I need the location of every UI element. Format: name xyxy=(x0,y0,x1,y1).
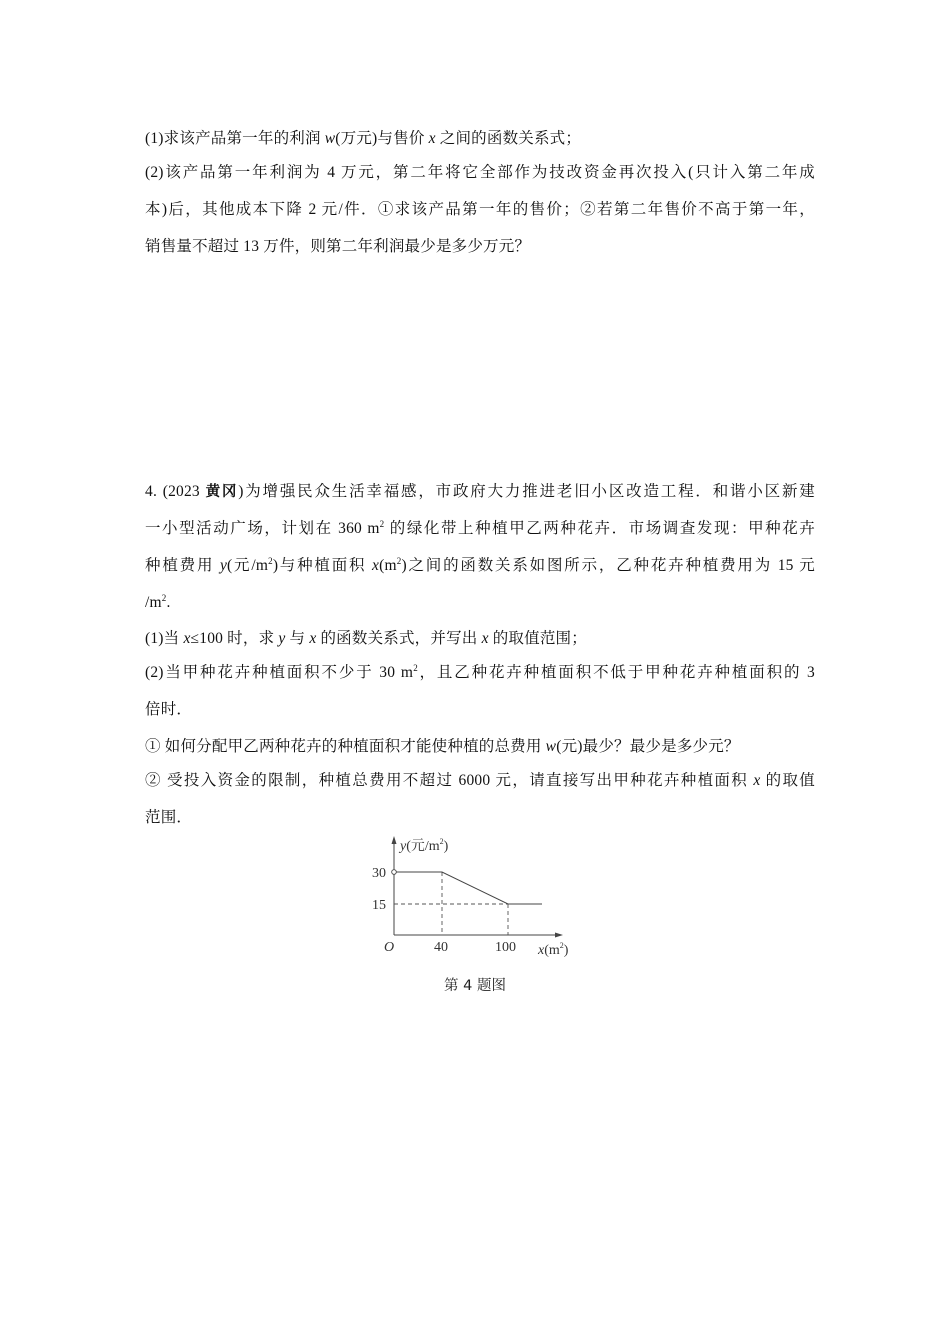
y-axis-label: y(元$/m^2$) xyxy=(400,837,449,854)
var-y: y xyxy=(278,630,286,647)
text: )之间的函数关系如图所示，乙种花卉种植费用为 15 元 xyxy=(401,557,815,574)
var-x: x xyxy=(309,630,317,647)
superscript: 2 xyxy=(396,556,402,566)
text: (m xyxy=(379,557,397,574)
x-tick-40: 40 xyxy=(434,940,448,955)
text: 与 xyxy=(285,630,310,647)
function-line xyxy=(397,872,543,904)
text: ① 如何分配甲乙两种花卉的种植面积才能使种植的总费用 xyxy=(145,738,546,755)
prev-problem-part2-line3: 销售量不超过 13 万件，则第二年利润最少是多少万元？ xyxy=(145,238,531,255)
text: (2)当甲种花卉种植面积不少于 30 m xyxy=(145,664,414,681)
prev-problem-part2-line2: 本)后，其他成本下降 2 元/件．①求该产品第一年的售价；②若第二年售价不高于第一年， xyxy=(145,201,815,218)
text: (元)最少？最少是多少元？ xyxy=(556,738,740,755)
problem4-intro-line1 xyxy=(145,482,815,502)
superscript: 2 xyxy=(268,556,273,566)
var-x: x xyxy=(428,130,436,147)
text: 一小型活动广场，计划在 360 m xyxy=(145,520,380,537)
var-x: x xyxy=(753,772,761,789)
problem4-intro-line3 xyxy=(145,556,815,576)
text: 的取值 xyxy=(760,772,815,789)
problem4-intro-line2 xyxy=(145,519,815,539)
superscript: 2 xyxy=(413,663,418,673)
text: ≤100 时，求 xyxy=(190,630,279,647)
problem-number: 4. (2023 xyxy=(145,483,206,500)
text: 之间的函数关系式； xyxy=(435,130,582,147)
text: /m xyxy=(145,594,162,611)
text: 的绿化带上种植甲乙两种花卉．市场调查发现：甲种花卉 xyxy=(384,520,815,537)
graph-svg xyxy=(360,830,590,970)
y-axis-arrow-icon xyxy=(392,836,397,844)
x-tick-100: 100 xyxy=(495,940,516,955)
text: 的取值范围； xyxy=(488,630,587,647)
problem4-question2-line2: 倍时． xyxy=(145,701,193,718)
text: )与种植面积 xyxy=(272,557,373,574)
var-w: w xyxy=(545,738,557,755)
var-y: y xyxy=(219,557,228,574)
prev-problem-part1 xyxy=(145,129,815,149)
text: 的函数关系式，并写出 xyxy=(316,630,482,647)
var-x: x xyxy=(481,630,489,647)
var-x: x xyxy=(372,557,380,574)
text: . xyxy=(166,594,171,611)
prev-problem-part2-line1: (2)该产品第一年利润为 4 万元，第二年将它全部作为技改资金再次投入(只计入第二年成 xyxy=(145,164,815,181)
text: (万元)与售价 xyxy=(335,130,429,147)
problem4-question1 xyxy=(145,629,815,649)
y-tick-30: 30 xyxy=(372,866,386,881)
superscript: 2 xyxy=(161,593,167,603)
superscript: 2 xyxy=(379,519,385,529)
open-circle-point xyxy=(392,870,397,875)
y-tick-15: 15 xyxy=(372,898,386,913)
problem4-intro-line4 xyxy=(145,593,815,613)
function-graph xyxy=(360,830,590,970)
var-w: w xyxy=(324,130,336,147)
problem4-subquestion2-line2: 范围． xyxy=(145,809,193,826)
text: (1)当 xyxy=(145,630,184,647)
text: )为增强民众生活幸福感，市政府大力推进老旧小区改造工程．和谐小区新建 xyxy=(238,483,816,500)
text: (元/m xyxy=(227,557,269,574)
problem4-subquestion2-line1 xyxy=(145,771,815,791)
text: (1)求该产品第一年的利润 xyxy=(145,130,325,147)
figure-caption: 第 4 题图 xyxy=(444,978,506,994)
problem-source: 黄冈 xyxy=(205,484,239,500)
problem4-subquestion1 xyxy=(145,737,815,757)
x-axis-label: $x(m^2)$ xyxy=(538,941,569,958)
x-axis-arrow-icon xyxy=(555,933,563,938)
text: ，且乙种花卉种植面积不低于甲种花卉种植面积的 3 xyxy=(417,664,815,681)
text: ② 受投入资金的限制，种植总费用不超过 6000 元，请直接写出甲种花卉种植面积 xyxy=(145,772,754,789)
text: 种植费用 xyxy=(145,557,220,574)
problem4-question2-line1 xyxy=(145,663,815,683)
origin-label: O xyxy=(384,940,395,955)
var-x: x xyxy=(183,630,191,647)
